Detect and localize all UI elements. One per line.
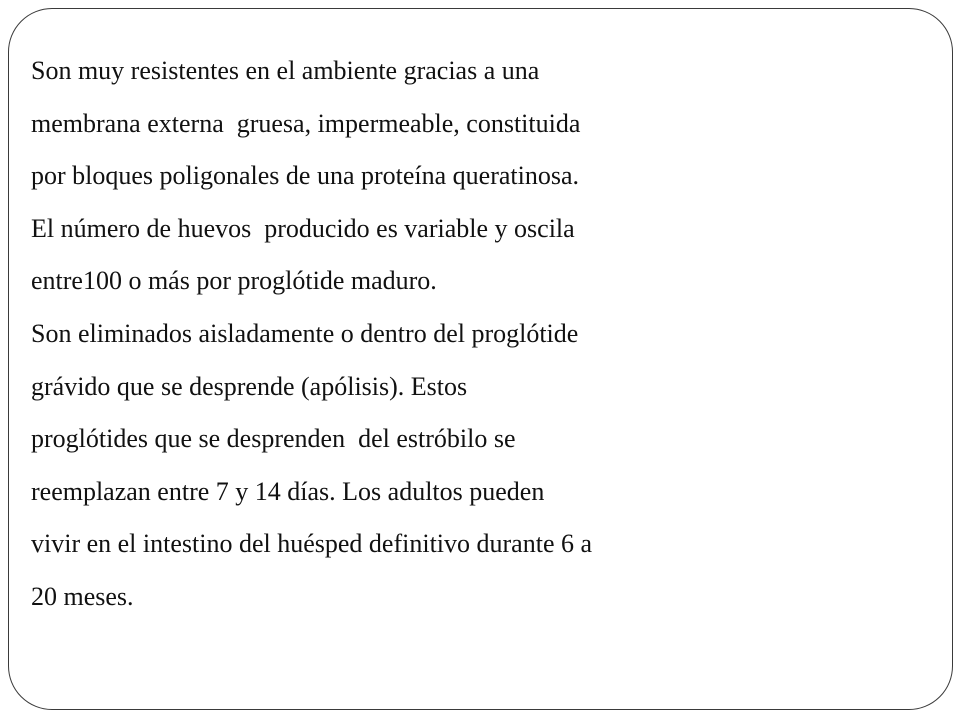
text-line: reemplazan entre 7 y 14 días. Los adultos pueden	[31, 476, 545, 506]
text-line: El número de huevos producido es variable y oscila	[31, 213, 575, 243]
text-line: grávido que se desprende (apólisis). Estos	[31, 371, 468, 401]
text-line: Son eliminados aisladamente o dentro del proglótide	[31, 318, 579, 348]
slide-body-text	[31, 45, 911, 624]
text-line: por bloques poligonales de una proteína queratinosa.	[31, 161, 580, 191]
text-line: proglótides que se desprenden del estróbilo se	[31, 424, 516, 454]
text-line: entre100 o más por proglótide maduro.	[31, 266, 437, 296]
text-line: 20 meses.	[31, 581, 134, 611]
text-line: membrana externa gruesa, impermeable, constituida	[31, 108, 581, 138]
text-line: vivir en el intestino del huésped definitivo durante 6 a	[31, 529, 593, 559]
text-line: Son muy resistentes en el ambiente gracias a una	[31, 56, 540, 85]
